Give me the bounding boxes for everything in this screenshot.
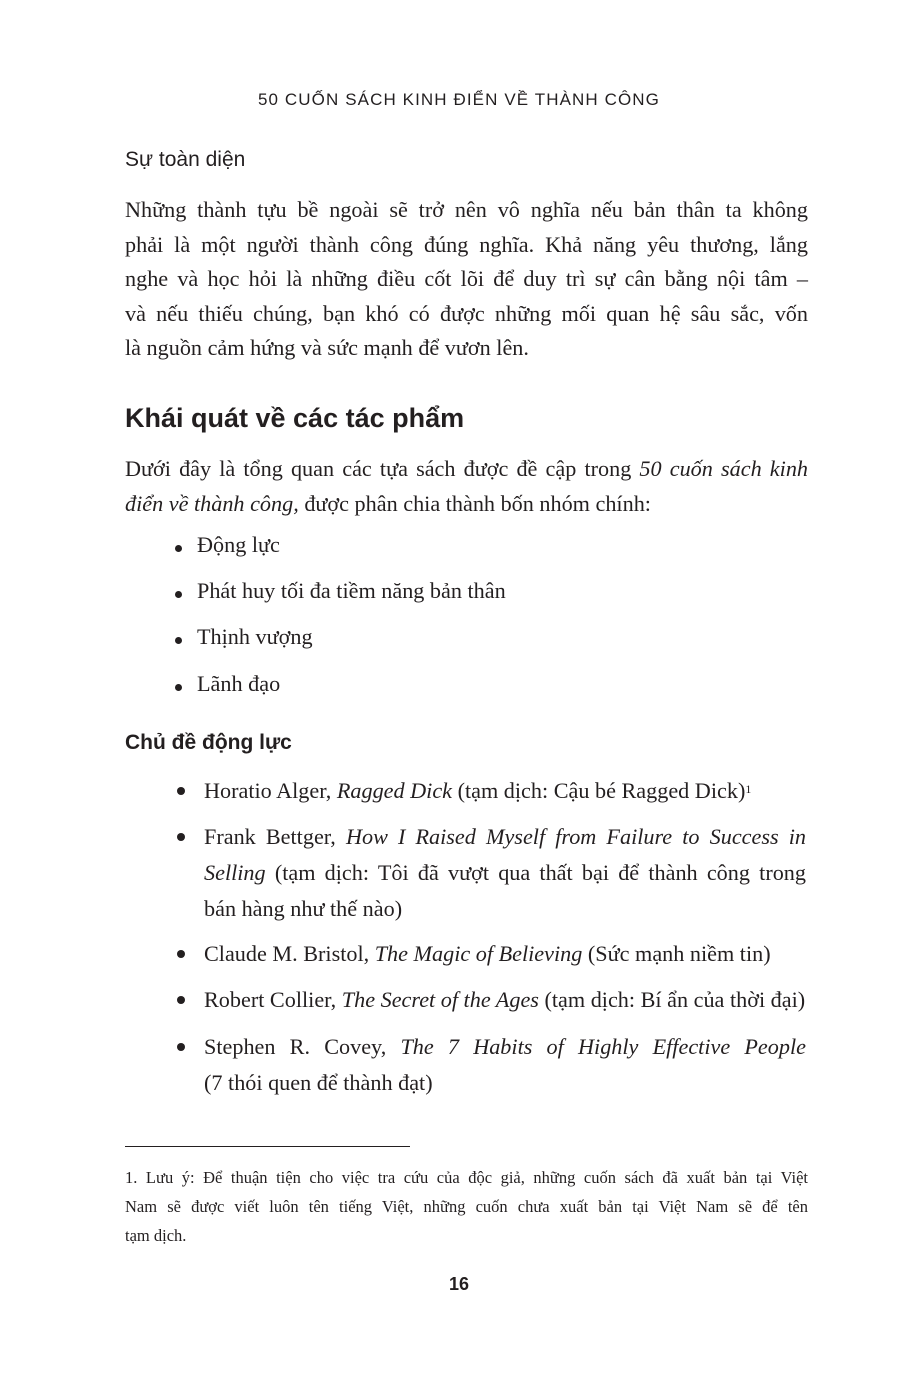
group-label: Động lực (197, 532, 280, 557)
bullet-icon (177, 833, 185, 841)
section-heading-wholeness: Sự toàn diện (125, 148, 246, 171)
book-line (204, 1029, 806, 1065)
intro-prefix: Dưới đây là tổng quan các tựa sách được đề cập trong (125, 456, 640, 481)
bullet-icon (177, 1043, 185, 1051)
paragraph-line: phải là một người thành công đúng nghĩa. Khả năng yêu thương, lắng (125, 231, 808, 257)
bullet-icon (175, 637, 182, 644)
book-entry (204, 982, 806, 1018)
book-entry (204, 1029, 806, 1101)
book-note: (Sức mạnh niềm tin) (582, 941, 771, 966)
paragraph-line: nghe và học hỏi là những điều cốt lõi để duy trì sự cân bằng nội tâm – (125, 266, 808, 291)
footnote-line: Nam sẽ được viết luôn tên tiếng Việt, những cuốn chưa xuất bản tại Việt Nam sẽ để tên (125, 1197, 808, 1216)
footnote-divider (125, 1146, 410, 1147)
wholeness-paragraph (125, 193, 808, 366)
running-header: 50 CUỐN SÁCH KINH ĐIỂN VỀ THÀNH CÔNG (257, 90, 660, 109)
book-entry (204, 936, 806, 972)
book-author: Stephen R. Covey, (204, 1034, 401, 1059)
book-entry (204, 819, 806, 927)
book-title: The Secret of the Ages (341, 987, 539, 1012)
page-number: 16 (448, 1274, 470, 1294)
book-author: Frank Bettger, (204, 824, 346, 849)
intro-book-title-part2: điển về thành công, (125, 490, 299, 516)
book-title: How I Raised Myself from Failure to Success in (345, 824, 806, 849)
book-entry (204, 773, 806, 809)
section-heading-motivation: Chủ đề động lực (125, 731, 292, 754)
bullet-icon (177, 996, 185, 1004)
group-label: Lãnh đạo (197, 671, 281, 696)
book-title-cont: Selling (204, 860, 266, 885)
book-title: The Magic of Believing (374, 941, 583, 966)
paragraph-line: và nếu thiếu chúng, bạn khó có được những mối quan hệ sâu sắc, vốn (125, 300, 808, 326)
book-author: Robert Collier, (204, 987, 342, 1012)
book-line: bán hàng như thế nào) (204, 896, 403, 921)
footnote (125, 1163, 808, 1250)
overview-intro (125, 452, 808, 521)
book-author: Horatio Alger, (204, 778, 337, 803)
book-author: Claude M. Bristol, (204, 941, 375, 966)
intro-book-title-part1: 50 cuốn sách kinh (639, 456, 809, 481)
intro-suffix: được phân chia thành bốn nhóm chính: (298, 490, 651, 516)
book-title: The 7 Habits of Highly Effective People (400, 1034, 806, 1059)
bullet-icon (177, 787, 185, 795)
paragraph-line: Những thành tựu bề ngoài sẽ trở nên vô nghĩa nếu bản thân ta không (125, 197, 808, 222)
bullet-icon (175, 545, 182, 552)
book-title: Ragged Dick (336, 778, 453, 803)
bullet-icon (175, 684, 182, 691)
book-note: (tạm dịch: Bí ẩn của thời đại) (538, 987, 806, 1012)
bullet-icon (175, 591, 182, 598)
footnote-line: tạm dịch. (125, 1226, 187, 1245)
footnote-ref[interactable]: 1 (745, 782, 752, 796)
group-label: Thịnh vượng (197, 624, 313, 649)
intro-line-2 (125, 487, 808, 522)
book-line (204, 819, 806, 855)
bullet-icon (177, 950, 185, 958)
book-line (204, 855, 806, 891)
book-note: (tạm dịch: Cậu bé Ragged Dick) (452, 778, 746, 803)
intro-line-1 (125, 452, 808, 487)
group-label: Phát huy tối đa tiềm năng bản thân (197, 578, 506, 603)
book-note: (tạm dịch: Tôi đã vượt qua thất bại để thành công trong (265, 860, 806, 885)
book-line: (7 thói quen để thành đạt) (204, 1070, 433, 1095)
footnote-line: 1. Lưu ý: Để thuận tiện cho việc tra cứu của độc giả, những cuốn sách đã xuất bản tại Việt (125, 1168, 808, 1187)
paragraph-line: là nguồn cảm hứng và sức mạnh để vươn lên. (125, 335, 529, 360)
section-heading-overview: Khái quát về các tác phẩm (125, 403, 465, 433)
